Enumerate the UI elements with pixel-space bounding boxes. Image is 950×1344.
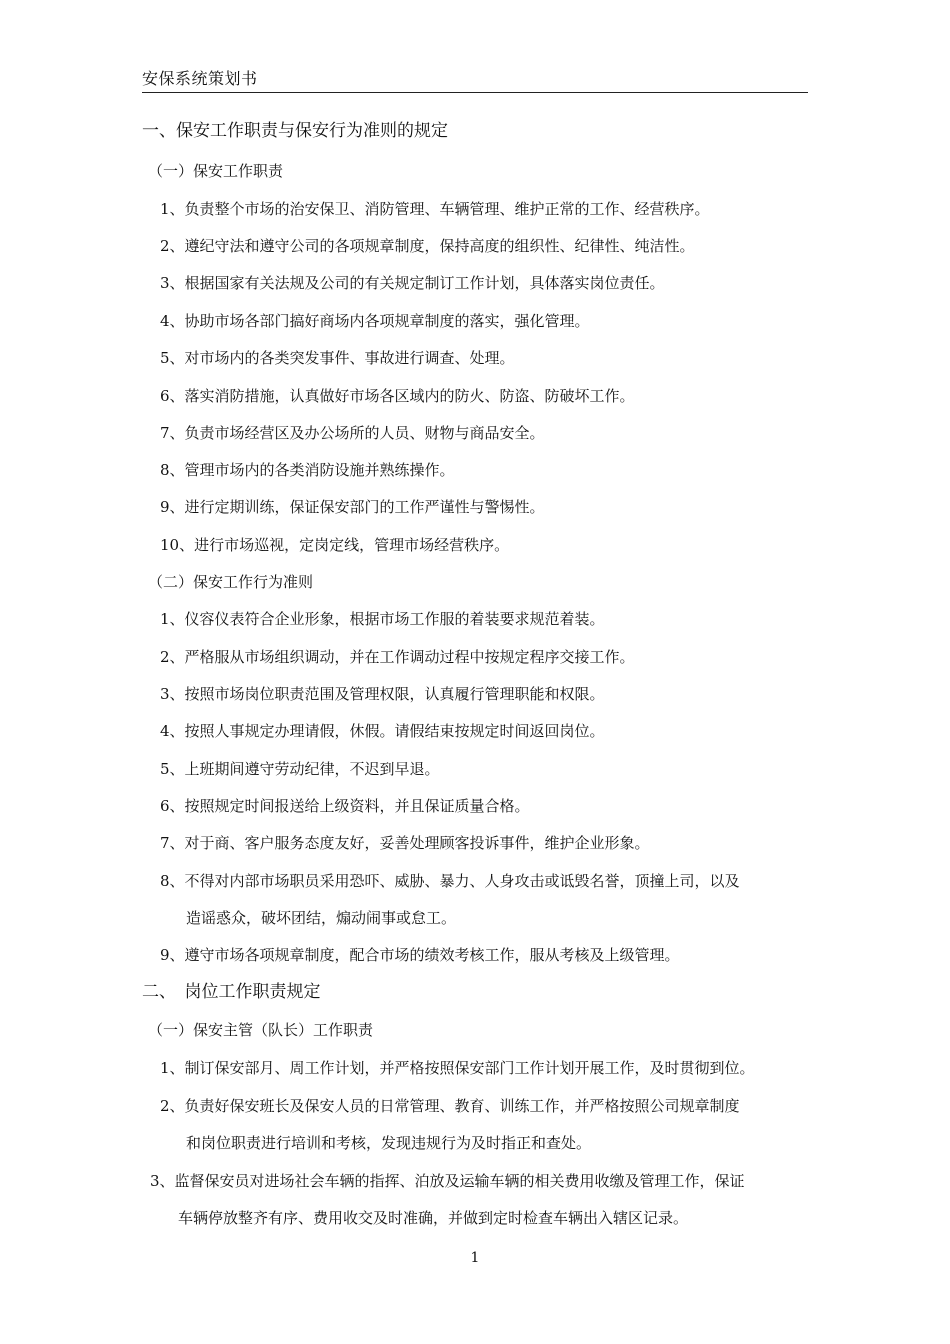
header-rule <box>142 92 808 93</box>
list-item: 5、上班期间遵守劳动纪律，不迟到早退。 <box>160 760 440 778</box>
list-item-continuation: 和岗位职责进行培训和考核，发现违规行为及时指正和查处。 <box>186 1134 592 1152</box>
list-item: 2、负责好保安班长及保安人员的日常管理、教育、训练工作，并严格按照公司规章制度 <box>160 1097 740 1115</box>
list-item: 3、监督保安员对进场社会车辆的指挥、泊放及运输车辆的相关费用收缴及管理工作，保证 <box>150 1172 745 1190</box>
list-item: 1、制订保安部月、周工作计划，并严格按照保安部门工作计划开展工作，及时贯彻到位。 <box>160 1059 755 1077</box>
list-item: 2、严格服从市场组织调动，并在工作调动过程中按规定程序交接工作。 <box>160 648 635 666</box>
list-item: 9、进行定期训练，保证保安部门的工作严谨性与警惕性。 <box>160 498 545 516</box>
subsection-1-1-title: （一）保安工作职责 <box>148 162 284 180</box>
section-2-heading: 二、 岗位工作职责规定 <box>142 982 321 1002</box>
list-item: 1、负责整个市场的治安保卫、消防管理、车辆管理、维护正常的工作、经营秩序。 <box>160 200 710 218</box>
list-item: 1、仪容仪表符合企业形象，根据市场工作服的着装要求规范着装。 <box>160 610 605 628</box>
subsection-1-2-title: （二）保安工作行为准则 <box>148 573 314 591</box>
list-item: 10、进行市场巡视，定岗定线，管理市场经营秩序。 <box>160 536 510 554</box>
list-item: 5、对市场内的各类突发事件、事故进行调查、处理。 <box>160 349 515 367</box>
subsection-2-1-title: （一）保安主管（队长）工作职责 <box>148 1021 374 1039</box>
list-item: 4、按照人事规定办理请假，休假。请假结束按规定时间返回岗位。 <box>160 722 605 740</box>
list-item: 6、按照规定时间报送给上级资料，并且保证质量合格。 <box>160 797 530 815</box>
list-item: 9、遵守市场各项规章制度，配合市场的绩效考核工作，服从考核及上级管理。 <box>160 946 680 964</box>
section-1-heading: 一、保安工作职责与保安行为准则的规定 <box>142 121 448 141</box>
list-item-continuation: 造谣惑众，破坏团结，煽动闹事或怠工。 <box>186 909 457 927</box>
list-item: 8、不得对内部市场职员采用恐吓、威胁、暴力、人身攻击或诋毁名誉，顶撞上司，以及 <box>160 872 740 890</box>
list-item: 7、对于商、客户服务态度友好，妥善处理顾客投诉事件，维护企业形象。 <box>160 834 650 852</box>
list-item: 2、遵纪守法和遵守公司的各项规章制度，保持高度的组织性、纪律性、纯洁性。 <box>160 237 695 255</box>
list-item: 3、按照市场岗位职责范围及管理权限，认真履行管理职能和权限。 <box>160 685 605 703</box>
list-item: 4、协助市场各部门搞好商场内各项规章制度的落实，强化管理。 <box>160 312 590 330</box>
page-number: 1 <box>470 1250 480 1266</box>
list-item: 6、落实消防措施，认真做好市场各区域内的防火、防盗、防破坏工作。 <box>160 387 635 405</box>
list-item: 7、负责市场经营区及办公场所的人员、财物与商品安全。 <box>160 424 545 442</box>
list-item: 8、管理市场内的各类消防设施并熟练操作。 <box>160 461 455 479</box>
header-title: 安保系统策划书 <box>142 69 258 88</box>
list-item: 3、根据国家有关法规及公司的有关规定制订工作计划，具体落实岗位责任。 <box>160 274 665 292</box>
list-item-continuation: 车辆停放整齐有序、费用收交及时准确，并做到定时检查车辆出入辖区记录。 <box>178 1209 689 1227</box>
